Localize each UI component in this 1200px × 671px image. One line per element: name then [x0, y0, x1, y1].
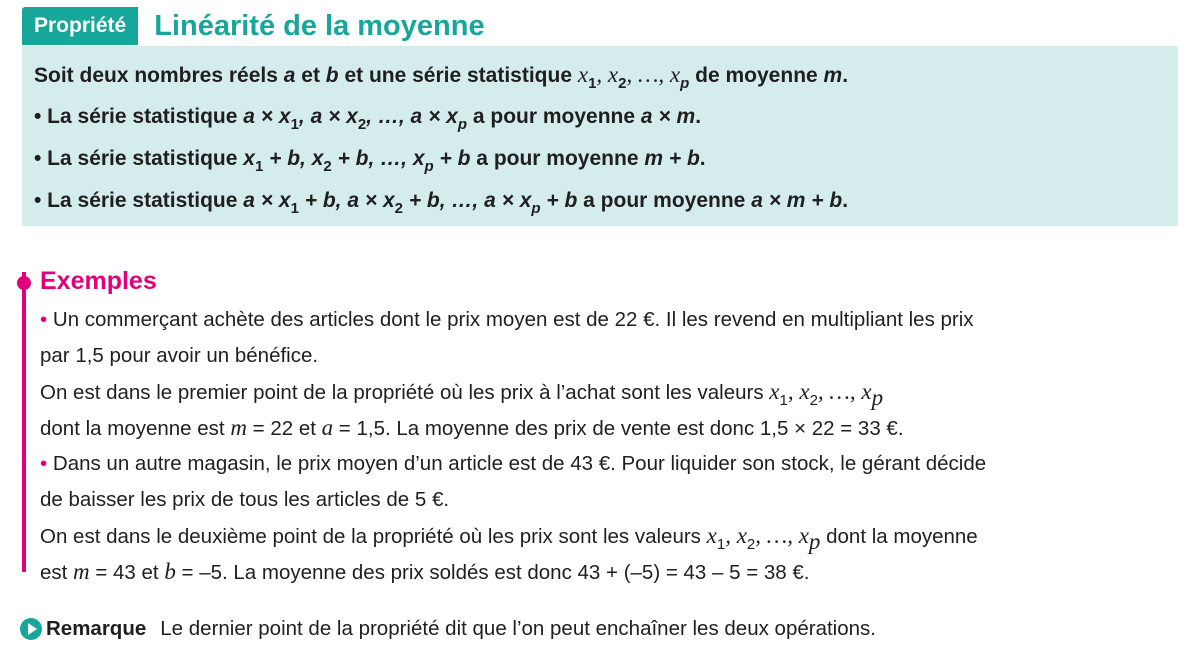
examples-title: Exemples — [40, 267, 157, 295]
example-2-line-3: On est dans le deuxième point de la propriété où les prix sont les valeurs $x_1$, $x_2$, …, $x_p$ dont la moyenne — [40, 523, 978, 554]
property-badge: Propriété — [22, 7, 138, 45]
property-header — [22, 6, 485, 46]
examples-rule — [22, 272, 26, 572]
property-bullet-1: • La série statistique $a \times x_1$, $a \times x_2$, …, $a \times x_p$ a pour moyenne a × m. — [34, 105, 702, 133]
property-box — [22, 46, 1178, 226]
example-2-line-4: est m = 43 et b = –5. La moyenne des prix soldés est donc 43 + (–5) = 43 – 5 = 38 €. — [40, 559, 810, 584]
examples-bullet-dot — [17, 276, 31, 290]
property-title: Linéarité de la moyenne — [154, 9, 485, 42]
examples-body — [40, 302, 1170, 590]
example-1-line-4: dont la moyenne est m = 22 et a = 1,5. La moyenne des prix de vente est donc 1,5 × 22 = 33 €. — [40, 415, 904, 440]
example-1-line-1: • Un commerçant achète des articles dont le prix moyen est de 22 €. Il les revend en multipliant les prix — [40, 308, 974, 331]
example-2-line-2: de baisser les prix de tous les articles de 5 €. — [40, 488, 450, 511]
example-2-line-1: • Dans un autre magasin, le prix moyen d’un article est de 43 €. Pour liquider son stock, le gérant décide — [40, 452, 987, 475]
example-1-line-3: On est dans le premier point de la propriété où les prix à l’achat sont les valeurs $x_1$, $x_2$, …, $x_p$ — [40, 379, 884, 410]
property-bullet-2: • La série statistique $x_1 + b$, $x_2 + b$, …, $x_p + b$ a pour moyenne m + b. — [34, 147, 706, 175]
remark-label: Remarque — [46, 617, 147, 640]
property-bullet-3: • La série statistique $a \times x_1 + b$, $a \times x_2 + b$, …, $a \times x_p + b$ a pour moyenne a × m + b. — [34, 189, 849, 217]
remark-text: Le dernier point de la propriété dit que l’on peut enchaîner les deux opérations. — [160, 617, 876, 640]
property-intro: Soit deux nombres réels a et b et une série statistique $x_1$, $x_2$, …, $x_p$ de moyenne m. — [34, 62, 849, 92]
example-1-line-2: par 1,5 pour avoir un bénéfice. — [40, 344, 319, 367]
play-circle-icon — [20, 618, 42, 640]
remark — [20, 612, 876, 646]
